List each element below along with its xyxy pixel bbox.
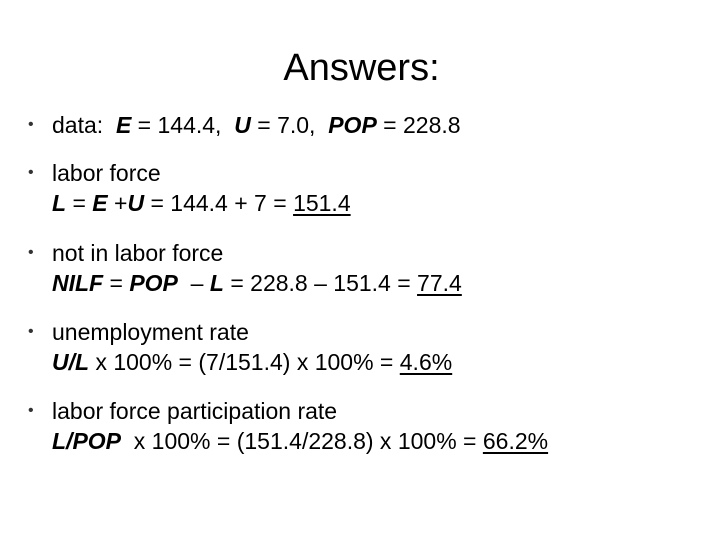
variable-symbol: U <box>127 190 145 216</box>
text-run: data: <box>52 112 116 138</box>
text-run: unemployment rate <box>52 319 249 345</box>
text-run: – <box>177 270 210 296</box>
bullet-item-data <box>28 110 461 140</box>
bullet-icon: • <box>28 116 34 133</box>
text-run: = <box>66 190 93 216</box>
answer-value: 66.2% <box>482 428 549 454</box>
variable-symbol: E <box>115 112 132 138</box>
bullet-item-unemployment-rate <box>28 317 453 377</box>
bullet-icon: • <box>28 164 34 181</box>
answer-value: 4.6% <box>399 349 453 375</box>
text-run: = 7.0, <box>250 112 329 138</box>
item-heading <box>52 238 462 268</box>
text-run: not in labor force <box>52 240 224 266</box>
item-formula <box>52 188 351 218</box>
text-run: labor force <box>52 160 161 186</box>
variable-symbol: L <box>52 190 67 216</box>
item-heading <box>52 317 452 347</box>
item-formula <box>52 426 548 456</box>
text-run: x 100% = (7/151.4) x 100% = <box>89 349 400 375</box>
bullet-item-labor-force <box>28 158 351 218</box>
bullet-icon: • <box>28 323 34 340</box>
item-line <box>52 110 461 140</box>
item-heading <box>52 396 548 426</box>
text-run: + <box>107 190 128 216</box>
variable-symbol: POP <box>129 270 178 296</box>
text-run: x 100% = (151.4/228.8) x 100% = <box>121 428 483 454</box>
item-heading <box>52 158 351 188</box>
bullet-item-participation-rate <box>28 396 549 456</box>
bullet-item-not-in-labor-force <box>28 238 462 298</box>
variable-symbol: L <box>209 270 224 296</box>
variable-symbol: E <box>92 190 108 216</box>
text-run: = <box>103 270 130 296</box>
answer-value: 151.4 <box>293 190 351 216</box>
text-run: = 144.4, <box>131 112 235 138</box>
text-run: = 228.8 <box>376 112 461 138</box>
variable-symbol: U/L <box>52 349 90 375</box>
variable-symbol: POP <box>328 112 377 138</box>
answer-value: 77.4 <box>417 270 462 296</box>
item-formula <box>52 347 452 377</box>
slide-title: Answers: <box>283 47 440 89</box>
text-run: labor force participation rate <box>52 398 338 424</box>
bullet-icon: • <box>28 244 34 261</box>
variable-symbol: L/POP <box>52 428 122 454</box>
variable-symbol: U <box>234 112 251 138</box>
text-run: = 228.8 – 151.4 = <box>223 270 418 296</box>
text-run: = 144.4 + 7 = <box>144 190 294 216</box>
item-formula <box>52 268 462 298</box>
variable-symbol: NILF <box>52 270 104 296</box>
bullet-icon: • <box>28 402 34 419</box>
